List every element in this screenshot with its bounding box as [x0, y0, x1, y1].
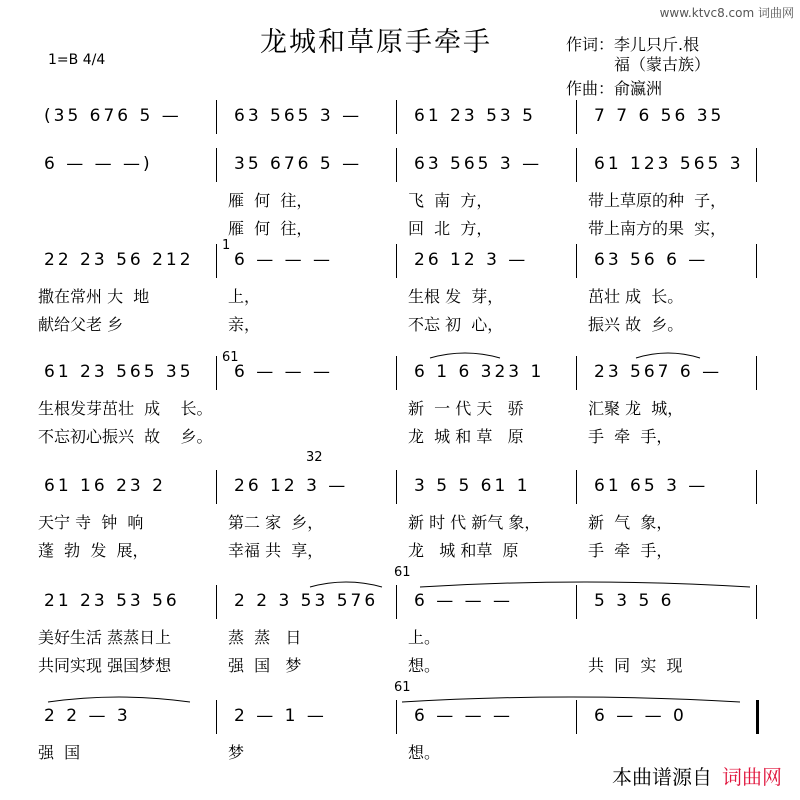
bar-line [756, 244, 757, 278]
lyric-segment: 新 时 代 新气 象， [408, 513, 541, 532]
lyric-segment: 强 国 [38, 743, 81, 762]
lyric-segment: 上， [228, 287, 261, 306]
lyric-segment: 强 国 梦 [228, 656, 302, 675]
measure-notes: 61 23 53 5 [414, 106, 536, 126]
lyric-segment: 带上草原的种 子， [588, 191, 727, 210]
bar-line [576, 470, 577, 504]
bar-line [216, 585, 217, 619]
measure-notes: 6 — — — [414, 706, 514, 726]
source-credit [612, 761, 782, 790]
lyric-segment: 蓬 勃 发 展， [38, 541, 149, 560]
measure-notes: 7 7 6 56 35 [594, 106, 725, 126]
measure-notes: 61 123 565 3 [594, 154, 744, 174]
lyricist-credit: 作词：李儿只斤.根 [566, 35, 700, 54]
measure-notes: 6 — — —) [44, 154, 153, 174]
lyric-segment: 梦 [228, 743, 245, 762]
lyric-segment: 新 一 代 天 骄 [408, 399, 524, 418]
lyric-segment: 生根 发 芽， [408, 287, 504, 306]
measure-notes: 2 — 1 — [234, 706, 327, 726]
lyric-segment: 回 北 方， [408, 219, 493, 238]
lyric-segment: 美好生活 蒸蒸日上 [38, 628, 172, 647]
lyric-segment: 幸福 共 享， [228, 541, 324, 560]
lyric-segment: 龙 城 和 草 原 [408, 427, 524, 446]
lyric-segment: 天宁 寺 钟 响 [38, 513, 144, 532]
bar-line [396, 244, 397, 278]
bar-line [216, 100, 217, 134]
measure-notes: 35 676 5 — [234, 154, 363, 174]
measure-notes: 6 1 6 323 1 [414, 362, 545, 382]
lyric-segment: 飞 南 方， [408, 191, 493, 210]
lyric-segment: 茁壮 成 长。 [588, 287, 684, 306]
song-title: 龙城和草原手牵手 [260, 27, 492, 58]
lyric-segment: 撒在常州 大 地 [38, 287, 150, 306]
measure-notes: 6 — — 0 [594, 706, 687, 726]
volta-mark: 61 [394, 565, 411, 580]
bar-line [756, 356, 757, 390]
measure-notes: 22 23 56 212 [44, 250, 194, 270]
source-label: 本曲谱源自 [612, 765, 712, 789]
bar-line [756, 148, 757, 182]
volta-mark: 32 [306, 450, 323, 465]
bar-line [576, 585, 577, 619]
measure-notes: 63 565 3 — [414, 154, 543, 174]
measure-notes: 3 5 5 61 1 [414, 476, 531, 496]
bar-line [576, 356, 577, 390]
lyric-segment: 手 牵 手， [588, 541, 673, 560]
site-watermark: www.ktvc8.com 词曲网 [659, 6, 794, 20]
measure-notes: 26 12 3 — [234, 476, 349, 496]
lyric-segment: 雁 何 往， [228, 191, 313, 210]
lyricist-credit-continued: 福（蒙古族） [614, 55, 711, 74]
lyric-segment: 上。 [408, 628, 441, 647]
measure-notes: 61 23 565 35 [44, 362, 194, 382]
measure-notes: 6 — — — [234, 362, 334, 382]
lyric-segment: 第二 家 乡， [228, 513, 324, 532]
measure-notes: 2 2 3 53 576 [234, 591, 379, 611]
bar-line [576, 148, 577, 182]
lyric-segment: 生根发芽茁壮 成 长。 [38, 399, 213, 418]
bar-line [756, 700, 759, 734]
composer-credit: 作曲：俞瀛洲 [566, 79, 663, 98]
measure-notes: 5 3 5 6 [594, 591, 675, 611]
bar-line [396, 356, 397, 390]
bar-line [216, 244, 217, 278]
lyric-segment: 雁 何 往， [228, 219, 313, 238]
measure-notes: 2 2 — 3 [44, 706, 131, 726]
lyric-segment: 想。 [408, 743, 441, 762]
measure-notes: 6 — — — [234, 250, 334, 270]
bar-line [396, 585, 397, 619]
bar-line [396, 148, 397, 182]
volta-mark: 61 [222, 350, 239, 365]
bar-line [216, 470, 217, 504]
bar-line [396, 100, 397, 134]
lyric-segment: 蒸 蒸 日 [228, 628, 302, 647]
note-line [30, 100, 770, 128]
lyric-segment: 共 同 实 现 [588, 656, 683, 675]
bar-line [576, 700, 577, 734]
bar-line [216, 148, 217, 182]
note-line [30, 470, 770, 498]
lyric-segment: 振兴 故 乡。 [588, 315, 684, 334]
measure-notes: 61 65 3 — [594, 476, 709, 496]
note-line [30, 244, 770, 272]
lyric-segment: 龙 城 和草 原 [408, 541, 519, 560]
lyric-segment: 带上南方的果 实， [588, 219, 727, 238]
measure-notes: 63 565 3 — [234, 106, 363, 126]
lyric-segment: 共同实现 强国梦想 [38, 656, 172, 675]
lyric-segment: 不忘初心振兴 故 乡。 [38, 427, 213, 446]
note-line [30, 700, 770, 728]
lyric-segment: 献给父老 乡 [38, 315, 124, 334]
lyric-segment: 亲， [228, 315, 261, 334]
key-signature: 1=B 4/4 [48, 52, 106, 68]
bar-line [216, 700, 217, 734]
bar-line [396, 470, 397, 504]
note-line [30, 148, 770, 176]
bar-line [576, 100, 577, 134]
measure-notes: 63 56 6 — [594, 250, 709, 270]
lyric-segment: 汇聚 龙 城， [588, 399, 684, 418]
lyric-segment: 新 气 象， [588, 513, 673, 532]
lyric-segment: 手 牵 手， [588, 427, 673, 446]
note-line [30, 356, 770, 384]
bar-line [576, 244, 577, 278]
measure-notes: 61 16 23 2 [44, 476, 166, 496]
volta-mark: 61 [394, 680, 411, 695]
measure-notes: 23 567 6 — [594, 362, 723, 382]
lyric-segment: 想。 [408, 656, 441, 675]
bar-line [756, 470, 757, 504]
measure-notes: (35 676 5 — [44, 106, 182, 126]
bar-line [216, 356, 217, 390]
source-brand: 词曲网 [722, 765, 782, 789]
bar-line [396, 700, 397, 734]
note-line [30, 585, 770, 613]
measure-notes: 21 23 53 56 [44, 591, 180, 611]
measure-notes: 26 12 3 — [414, 250, 529, 270]
bar-line [756, 585, 757, 619]
measure-notes: 6 — — — [414, 591, 514, 611]
volta-mark: 1 [222, 238, 231, 253]
lyric-segment: 不忘 初 心， [408, 315, 504, 334]
